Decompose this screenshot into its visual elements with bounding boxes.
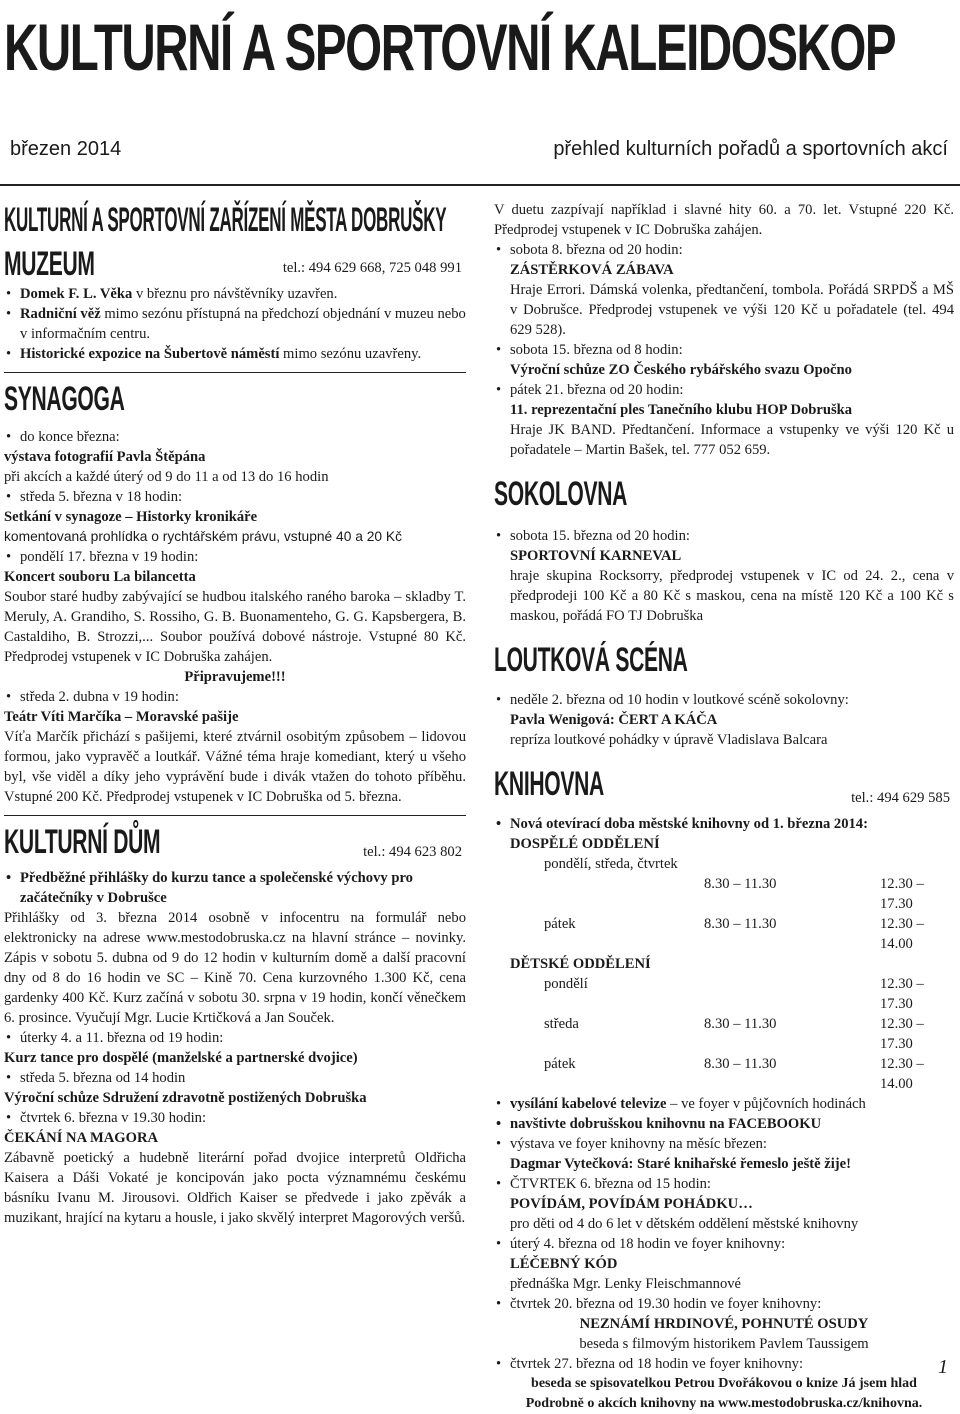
item-date: výstava ve foyer knihovny na měsíc březen: [510,1136,767,1152]
hours-am: 8.30 – 11.30 [704,876,777,892]
list-item [4,1108,466,1128]
issue-date: březen 2014 [10,138,122,160]
list-item [494,1174,954,1194]
item-bold: Radniční věž [20,306,101,322]
issue-subtitle: přehled kulturních pořadů a sportovních akcí [553,138,948,160]
item-title: Výroční schůze Sdružení zdravotně postižených Dobruška [4,1090,367,1106]
knihovna-tel: tel.: 494 629 585 [851,790,950,806]
item-title: Dagmar Vytečková: Staré knihařské řemeslo ještě žije! [510,1156,851,1172]
item-date: sobota 8. března od 20 hodin: [510,242,683,258]
hours-am: 8.30 – 11.30 [704,1016,777,1032]
item-text: v březnu pro návštěvníky uzavřen. [132,286,338,302]
kd-header [4,822,466,868]
list-item [494,1134,954,1154]
item-text: – ve foyer v půjčovních hodinách [666,1096,866,1112]
section-title-wrap [4,200,466,244]
kd-continued-list [494,240,954,460]
left-column [4,200,466,1228]
item-note: Připravujeme!!! [184,669,286,685]
right-column [494,200,954,1414]
list-item [494,380,954,400]
table-row [510,974,954,1014]
item-bold: vysílání kabelové televize [510,1096,667,1112]
muzeum-list [4,284,466,364]
list-item [4,687,466,707]
item-text: hraje skupina Rocksorry, předprodej vstupenek v IC od 24. 2., cena v předprodeji 100 Kč a 80 Kč s maskou, cena na místě 120 Kč a 100 Kč s maskou, pořádá FO TJ Dobruška [510,568,954,624]
item-text: beseda s filmovým historikem Pavlem Taussigem [579,1336,869,1352]
table-row [510,1014,954,1054]
knihovna-header [494,764,954,814]
masthead-title: KULTURNÍ A SPORTOVNÍ KALEIDOSKOP [4,10,896,84]
list-item [494,1354,954,1374]
item-text: Zábavně poetický a hudebně literární pořad dvojice interpretů Oldřicha Kaisera a Dáši Vokaté je koncipován jako pocta významnému českému básníku Ivanu M. Jirousovi. Oldřich Kaiser se předvede i jako zpěvák a muzikant, hrající na kytaru a housle, i jako skvělý interpret Magorových veršů. [4,1150,466,1226]
header-divider [0,184,960,186]
spacer [494,626,954,640]
item-date: středa 2. dubna v 19 hodin: [20,689,179,705]
list-item [4,1068,466,1088]
item-title: ZÁSTĚRKOVÁ ZÁBAVA [510,262,674,278]
kd-title: KULTURNÍ DŮM [4,823,161,861]
item-date: ČTVRTEK 6. března od 15 hodin: [510,1176,711,1192]
item-text: Podrobně o akcích knihovny na www.mestodobruska.cz/knihovna. [525,1396,923,1411]
item-title: výstava fotografií Pavla Štěpána [4,449,206,465]
hours-pm: 12.30 – 14.00 [880,916,924,952]
list-item [4,284,466,304]
continued-text: V duetu zazpívají například i slavné hity 60. a 70. let. Vstupné 220 Kč. Předprodej vstupenek v IC Dobruška zahájen. [494,202,954,238]
item-text: Víťa Marčík přichází s pašijemi, které ztvárnil osobitým způsobem – lidovou formou, jako vypravěč a loutkář. Vážné téma hraje komediant, který u všeho byl, vše viděl a díky jeho vyprávění bude i divák vtažen do tohoto příběhu. Vstupné 200 Kč. Předprodej vstupenek v IC Dobruška od 5. března. [4,729,466,805]
item-title: NEZNÁMÍ HRDINOVÉ, POHNUTÉ OSUDY [579,1316,869,1332]
item-date: do konce března: [20,429,120,445]
synagoga-title: SYNAGOGA [4,380,125,418]
list-item [4,427,466,447]
muzeum-tel: tel.: 494 629 668, 725 048 991 [282,260,462,276]
item-date: sobota 15. března od 20 hodin: [510,528,690,544]
list-item [4,547,466,567]
item-title: SPORTOVNÍ KARNEVAL [510,548,682,564]
item-title: Nová otevírací doba městské knihovny od 1. března 2014: [510,816,868,832]
item-date: čtvrtek 27. března od 18 hodin ve foyer knihovny: [510,1356,804,1372]
item-title: beseda se spisovatelkou Petrou Dvořákovou o knize Já jsem hlad [531,1376,917,1391]
item-text: mimo sezónu přístupná na předchozí objednání v muzeu nebo v informačním centru. [20,306,466,342]
list-item [494,1234,954,1254]
item-title: navštivte dobrušskou knihovnu na FACEBOOKU [510,1116,822,1132]
item-date: úterý 4. března od 18 hodin ve foyer knihovny: [510,1236,786,1252]
item-title: ČEKÁNÍ NA MAGORA [4,1130,159,1146]
item-title: LÉČEBNÝ KÓD [510,1256,618,1272]
item-date: úterky 4. a 11. března od 19 hodin: [20,1030,224,1046]
item-text: mimo sezónu uzavřeny. [279,346,422,362]
list-item [4,868,466,908]
hours-day: středa [544,1016,579,1032]
item-title: Setkání v synagoze – Historky kronikáře [4,509,258,525]
list-item [4,487,466,507]
hours-am: 8.30 – 11.30 [704,1056,777,1072]
item-text: komentovaná prohlídka o rychtářském právu, vstupné 40 a 20 Kč [4,529,403,544]
item-title: Kurz tance pro dospělé (manželské a partnerské dvojice) [4,1050,358,1066]
item-text: Přihlášky od 3. března 2014 osobně v infocentru na formulář nebo elektronicky na adrese www.mestodobruska.cz na hlavní stránce – novinky. Zápis v sobotu 5. dubna od 9 do 12 hodin v kulturním domě a další pracovní dny od 8 do 16 hodin ve SC – Kině 70. Cena kurzovného 1.300 Kč, cena gardenky 400 Kč. Kurz začíná v sobotu 30. srpna v 19 hodin, končí věnečkem 6. prosince. Vyučují Mgr. Lucie Krtičková a Jan Souček. [4,910,466,1026]
synagoga-list [4,427,466,807]
list-item [494,1094,954,1114]
list-item [494,526,954,546]
item-title: Předběžné přihlášky do kurzu tance a společenské výchovy pro začátečníky v Dobrušce [20,870,413,906]
list-item [4,1028,466,1048]
item-text: přednáška Mgr. Lenky Fleischmannové [510,1276,742,1292]
hours-child-table [510,974,954,1094]
item-date: pondělí 17. března v 19 hodin: [20,549,199,565]
hours-child-title: DĚTSKÉ ODDĚLENÍ [510,956,651,972]
section-title: KULTURNÍ A SPORTOVNÍ ZAŘÍZENÍ MĚSTA DOBRUŠKY [4,201,447,239]
loutkova-list [494,690,954,750]
list-item [4,344,466,364]
list-item [494,814,954,834]
kd-list [4,868,466,1228]
loutkova-header [494,640,954,690]
item-text: pro děti od 4 do 6 let v dětském oddělení městské knihovny [510,1216,859,1232]
item-title: Teátr Víti Marčíka – Moravské pašije [4,709,239,725]
item-date: čtvrtek 6. března v 19.30 hodin: [20,1110,207,1126]
item-bold: Historické expozice na Šubertově náměstí [20,346,280,362]
item-title: Koncert souboru La bilancetta [4,569,196,585]
item-text: při akcích a každé úterý od 9 do 11 a od 13 do 16 hodin [4,469,329,485]
kd-tel: tel.: 494 623 802 [363,844,462,860]
item-bold: Domek F. L. Věka [20,286,133,302]
hours-pm: 12.30 – 17.30 [880,876,924,912]
item-title: Pavla Wenigová: ČERT A KÁČA [510,712,718,728]
item-date: sobota 15. března od 8 hodin: [510,342,683,358]
list-item [494,240,954,260]
item-title: 11. reprezentační ples Tanečního klubu HOP Dobruška [510,402,853,418]
table-row [510,1054,954,1094]
hours-day: pátek [544,916,576,932]
hours-pm: 12.30 – 17.30 [880,976,924,1012]
item-date: neděle 2. března od 10 hodin v loutkové scéně sokolovny: [510,692,849,708]
hours-adult-table [510,874,954,954]
page-number: 1 [938,1356,948,1378]
item-date: středa 5. března v 18 hodin: [20,489,183,505]
item-text: Hraje Errori. Dámská volenka, předtančení, tombola. Pořádá SRPDŠ a MŠ v Dobrušce. Předprodej vstupenek ve výši 120 Kč u pořadatele (tel. 494 629 528). [510,282,954,338]
item-date: středa 5. března od 14 hodin [20,1070,186,1086]
list-item [494,340,954,360]
spacer [494,750,954,764]
sokolovna-header [494,474,954,526]
knihovna-list [494,814,954,1414]
hours-am: 8.30 – 11.30 [704,916,777,932]
muzeum-title: MUZEUM [4,245,95,283]
hours-pm: 12.30 – 14.00 [880,1056,924,1092]
hours-adult-days: pondělí, středa, čtvrtek [544,856,678,872]
knihovna-title: KNIHOVNA [494,765,604,803]
item-text: Hraje JK BAND. Předtančení. Informace a vstupenky ve výši 120 Kč u pořadatele – Martin Bašek, tel. 777 052 659. [510,422,954,458]
table-row [510,914,954,954]
spacer [494,460,954,474]
item-date: pátek 21. března od 20 hodin: [510,382,684,398]
sokolovna-title: SOKOLOVNA [494,475,628,513]
synagoga-header [4,379,466,427]
hours-am [704,974,880,1014]
list-item [494,1114,954,1134]
hours-pm: 12.30 – 17.30 [880,1016,924,1052]
sokolovna-list [494,526,954,626]
list-item [494,1294,954,1314]
list-item [494,690,954,710]
hours-day: pondělí [544,976,588,992]
item-text: repríza loutkové pohádky v úpravě Vladislava Balcara [510,732,828,748]
table-row [510,874,954,914]
muzeum-header [4,244,466,284]
loutkova-title: LOUTKOVÁ SCÉNA [494,641,688,679]
item-title: POVÍDÁM, POVÍDÁM POHÁDKU… [510,1196,753,1212]
hours-day: pátek [544,1056,576,1072]
hours-day [510,874,704,914]
section-divider [4,815,466,816]
item-text: Soubor staré hudby zabývající se hudbou italského raného baroka – skladby T. Meruly, A. Grandiho, S. Rossiho, G. B. Buonamenteho, G. G. Kapsbergera, B. Castaldiho, B. Strozzi,... Soubor používá dobové nástroje. Vstupné 80 Kč. Předprodej vstupenek v IC Dobruška zahájen. [4,589,466,665]
item-title: Výroční schůze ZO Českého rybářského svazu Opočno [510,362,852,378]
section-divider [4,372,466,373]
item-date: čtvrtek 20. března od 19.30 hodin ve foyer knihovny: [510,1296,822,1312]
hours-adult-title: DOSPĚLÉ ODDĚLENÍ [510,836,660,852]
list-item [4,304,466,344]
